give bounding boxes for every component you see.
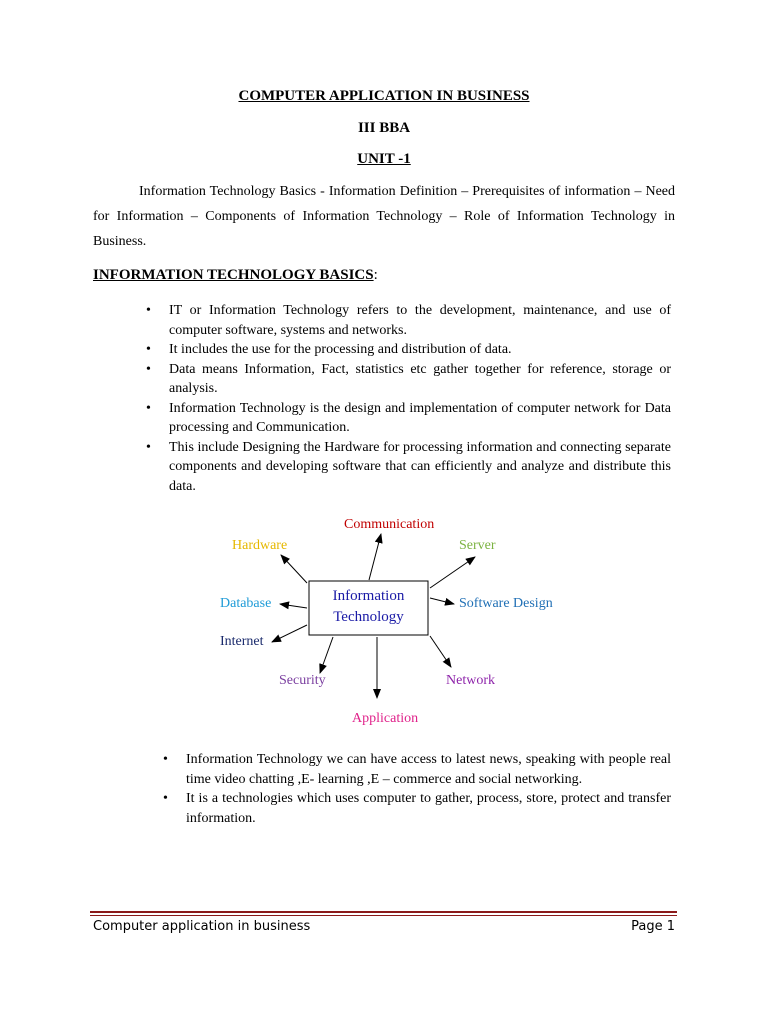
list-item-text: Information Technology we can have access to latest news, speaking with people real time video chatting ,E- learning ,E – commerce and social networking.	[186, 752, 671, 787]
arrow-communication	[369, 534, 381, 580]
unit-label: UNIT -1	[357, 151, 411, 167]
arrow-server	[430, 557, 475, 588]
node-communication: Communication	[344, 517, 435, 532]
arrow-database	[280, 604, 307, 608]
node-network: Network	[446, 673, 495, 688]
list-item-text: Data means Information, Fact, statistics etc gather together for reference, storage or analysis.	[169, 361, 671, 396]
intro-paragraph: Information Technology Basics - Information Definition – Prerequisites of information – Need for Information – Components of Information Technology – Role of Information Technology in Business.	[93, 184, 675, 249]
footer-divider	[90, 911, 677, 913]
arrow-hardware	[281, 555, 307, 583]
center-label-line1: Information	[332, 588, 405, 604]
node-internet: Internet	[220, 634, 264, 649]
list-item-text: Information Technology is the design and implementation of computer network for Data processing and Communication.	[169, 400, 671, 435]
list-item	[163, 750, 671, 789]
list-item-text: IT or Information Technology refers to the development, maintenance, and use of computer software, systems and networks.	[169, 303, 671, 338]
center-label-line2: Technology	[333, 609, 404, 625]
footer-divider-thin	[90, 915, 677, 916]
node-software-design: Software Design	[459, 596, 553, 611]
arrow-security	[320, 637, 333, 673]
arrow-internet	[272, 625, 307, 642]
node-security: Security	[279, 673, 326, 688]
list-item-text: It is a technologies which uses computer to gather, process, store, protect and transfer information.	[186, 791, 671, 826]
bullet-list-2	[163, 750, 671, 828]
bullet-icon: •	[163, 752, 168, 767]
page-number: Page 1	[631, 919, 675, 934]
bullet-icon: •	[146, 400, 151, 416]
bullet-icon: •	[146, 342, 151, 357]
node-application: Application	[352, 711, 419, 726]
bullet-icon: •	[163, 791, 168, 806]
bullet-icon: •	[146, 439, 151, 455]
bullet-icon: •	[146, 303, 151, 318]
list-item-text: This include Designing the Hardware for processing information and connecting separate components and developing software that can efficiently and analyze and distribute this data.	[169, 439, 671, 494]
arrow-software-design	[430, 598, 454, 604]
node-database: Database	[220, 596, 272, 611]
class-label: III BBA	[357, 120, 411, 136]
list-item	[163, 789, 671, 828]
section-heading-text: INFORMATION TECHNOLOGY BASICS	[93, 267, 374, 283]
list-item-text: It includes the use for the processing and distribution of data.	[169, 342, 512, 357]
document-title: COMPUTER APPLICATION IN BUSINESS	[238, 88, 530, 104]
node-server: Server	[459, 538, 496, 553]
node-hardware: Hardware	[232, 538, 288, 553]
footer-title: Computer application in business	[93, 919, 311, 934]
bullet-icon: •	[146, 361, 151, 377]
center-label	[312, 586, 425, 628]
section-heading-colon: :	[373, 267, 378, 283]
arrow-network	[430, 636, 451, 667]
